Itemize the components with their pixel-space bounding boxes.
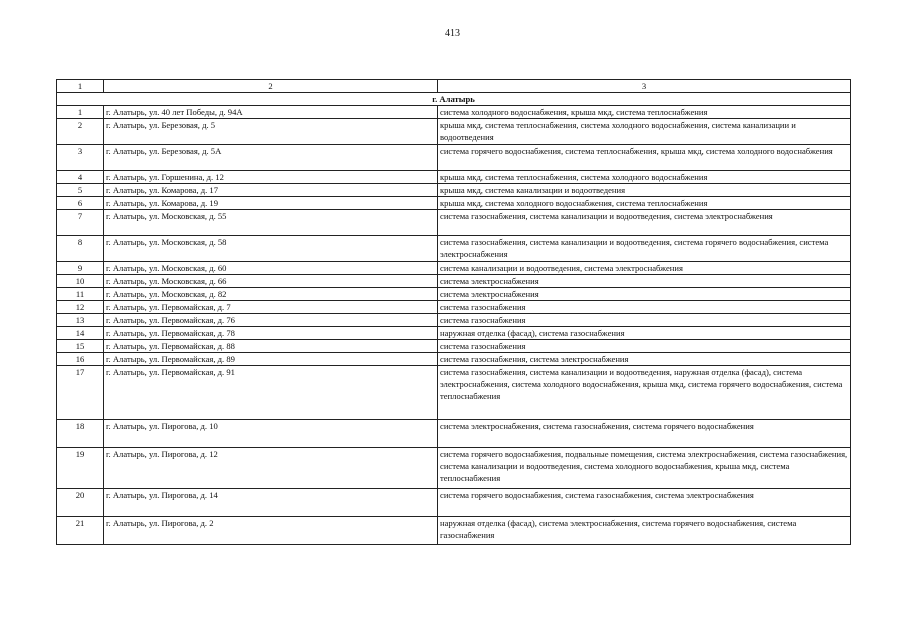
row-number: 1 <box>57 106 104 119</box>
row-number: 7 <box>57 210 104 236</box>
city-group-row <box>57 93 851 106</box>
row-address: г. Алатырь, ул. Пирогова, д. 10 <box>104 420 438 448</box>
row-number: 17 <box>57 366 104 420</box>
row-address: г. Алатырь, ул. Московская, д. 82 <box>104 288 438 301</box>
row-number: 11 <box>57 288 104 301</box>
column-number-row <box>57 80 851 93</box>
table-row <box>57 262 851 275</box>
row-systems: система горячего водоснабжения, подвальные помещения, система электроснабжения, система газоснабжения, система канализации и водоотведения, система холодного водоснабжения, крыша мкд, система теплоснабжения <box>438 448 851 489</box>
column-number-2: 2 <box>104 80 438 93</box>
row-systems: крыша мкд, система холодного водоснабжения, система теплоснабжения <box>438 197 851 210</box>
row-address: г. Алатырь, ул. Первомайская, д. 91 <box>104 366 438 420</box>
table-row <box>57 420 851 448</box>
row-systems: система горячего водоснабжения, система газоснабжения, система электроснабжения <box>438 489 851 517</box>
row-systems: наружная отделка (фасад), система электроснабжения, система горячего водоснабжения, система газоснабжения <box>438 517 851 545</box>
column-number-3: 3 <box>438 80 851 93</box>
row-number: 10 <box>57 275 104 288</box>
table-row <box>57 288 851 301</box>
row-systems: система газоснабжения, система канализации и водоотведения, наружная отделка (фасад), система электроснабжения, система холодного водоснабжения, крыша мкд, система горячего водоснабжения, система теплоснабжения <box>438 366 851 420</box>
table-row <box>57 106 851 119</box>
row-systems: система канализации и водоотведения, система электроснабжения <box>438 262 851 275</box>
row-number: 16 <box>57 353 104 366</box>
row-systems: система газоснабжения <box>438 314 851 327</box>
table-row <box>57 197 851 210</box>
row-number: 2 <box>57 119 104 145</box>
row-address: г. Алатырь, ул. Московская, д. 66 <box>104 275 438 288</box>
city-heading: г. Алатырь <box>57 93 851 106</box>
addresses-table <box>56 79 851 545</box>
row-address: г. Алатырь, ул. Первомайская, д. 76 <box>104 314 438 327</box>
table-row <box>57 340 851 353</box>
row-number: 18 <box>57 420 104 448</box>
row-systems: система электроснабжения, система газоснабжения, система горячего водоснабжения <box>438 420 851 448</box>
row-systems: система газоснабжения <box>438 340 851 353</box>
table-row <box>57 184 851 197</box>
row-systems: система газоснабжения <box>438 301 851 314</box>
row-number: 5 <box>57 184 104 197</box>
row-number: 12 <box>57 301 104 314</box>
row-address: г. Алатырь, ул. Московская, д. 58 <box>104 236 438 262</box>
table-row <box>57 517 851 545</box>
table-row <box>57 448 851 489</box>
row-number: 20 <box>57 489 104 517</box>
row-number: 19 <box>57 448 104 489</box>
table-row <box>57 301 851 314</box>
row-number: 9 <box>57 262 104 275</box>
table-row <box>57 210 851 236</box>
row-systems: крыша мкд, система теплоснабжения, система холодного водоснабжения, система канализации и водоотведения <box>438 119 851 145</box>
table-row <box>57 236 851 262</box>
row-address: г. Алатырь, ул. Первомайская, д. 7 <box>104 301 438 314</box>
row-address: г. Алатырь, ул. Горшенина, д. 12 <box>104 171 438 184</box>
row-address: г. Алатырь, ул. Березовая, д. 5А <box>104 145 438 171</box>
row-number: 8 <box>57 236 104 262</box>
row-systems: крыша мкд, система теплоснабжения, система холодного водоснабжения <box>438 171 851 184</box>
table-row <box>57 489 851 517</box>
page-number: 413 <box>445 28 460 39</box>
row-number: 13 <box>57 314 104 327</box>
row-address: г. Алатырь, ул. Первомайская, д. 89 <box>104 353 438 366</box>
row-address: г. Алатырь, ул. Московская, д. 60 <box>104 262 438 275</box>
row-systems: система электроснабжения <box>438 275 851 288</box>
table-row <box>57 275 851 288</box>
row-number: 15 <box>57 340 104 353</box>
table-row <box>57 171 851 184</box>
row-address: г. Алатырь, ул. 40 лет Победы, д. 94А <box>104 106 438 119</box>
row-number: 21 <box>57 517 104 545</box>
table-row <box>57 145 851 171</box>
row-address: г. Алатырь, ул. Пирогова, д. 14 <box>104 489 438 517</box>
row-systems: система горячего водоснабжения, система теплоснабжения, крыша мкд, система холодного водоснабжения <box>438 145 851 171</box>
row-systems: система газоснабжения, система канализации и водоотведения, система горячего водоснабжения, система электроснабжения <box>438 236 851 262</box>
row-address: г. Алатырь, ул. Первомайская, д. 88 <box>104 340 438 353</box>
row-systems: система электроснабжения <box>438 288 851 301</box>
row-systems: наружная отделка (фасад), система газоснабжения <box>438 327 851 340</box>
column-number-1: 1 <box>57 80 104 93</box>
row-systems: крыша мкд, система канализации и водоотведения <box>438 184 851 197</box>
table-row <box>57 366 851 420</box>
row-address: г. Алатырь, ул. Березовая, д. 5 <box>104 119 438 145</box>
row-systems: система газоснабжения, система канализации и водоотведения, система электроснабжения <box>438 210 851 236</box>
table-row <box>57 314 851 327</box>
row-address: г. Алатырь, ул. Пирогова, д. 12 <box>104 448 438 489</box>
row-systems: система газоснабжения, система электроснабжения <box>438 353 851 366</box>
table-row <box>57 119 851 145</box>
row-address: г. Алатырь, ул. Первомайская, д. 78 <box>104 327 438 340</box>
row-number: 4 <box>57 171 104 184</box>
row-number: 6 <box>57 197 104 210</box>
table-row <box>57 327 851 340</box>
row-address: г. Алатырь, ул. Комарова, д. 19 <box>104 197 438 210</box>
row-address: г. Алатырь, ул. Пирогова, д. 2 <box>104 517 438 545</box>
row-systems: система холодного водоснабжения, крыша мкд, система теплоснабжения <box>438 106 851 119</box>
row-address: г. Алатырь, ул. Московская, д. 55 <box>104 210 438 236</box>
row-address: г. Алатырь, ул. Комарова, д. 17 <box>104 184 438 197</box>
row-number: 14 <box>57 327 104 340</box>
row-number: 3 <box>57 145 104 171</box>
table-row <box>57 353 851 366</box>
